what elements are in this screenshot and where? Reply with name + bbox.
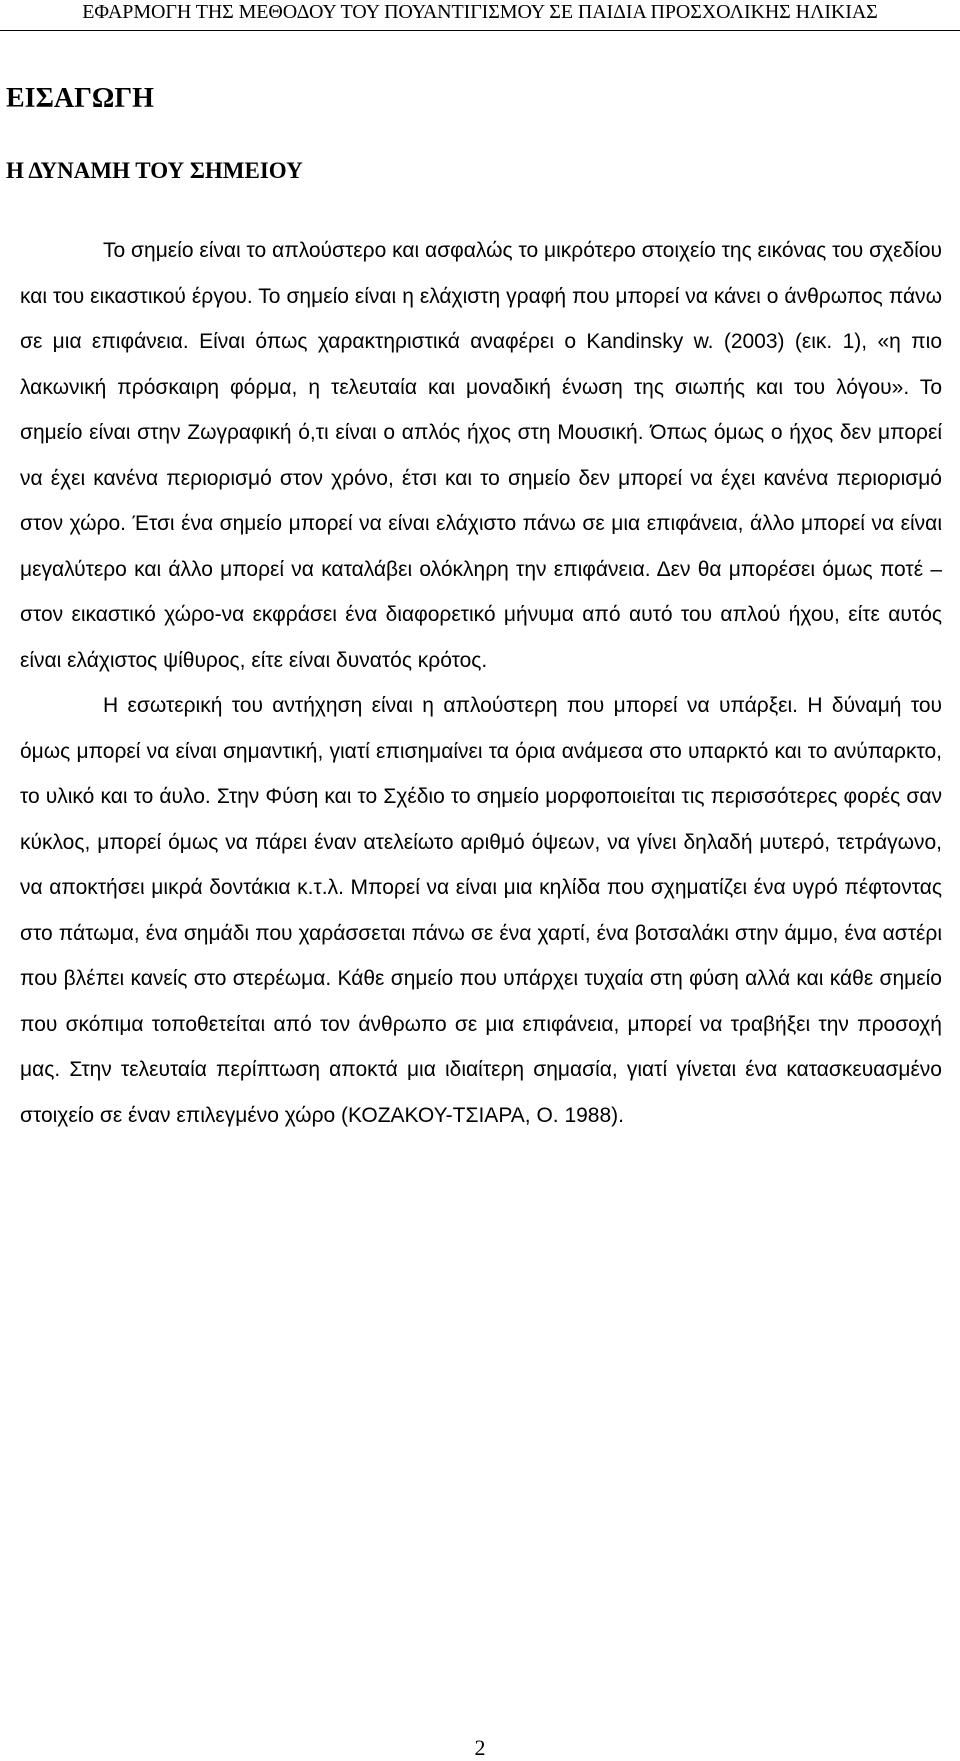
page-number: 2 (474, 1735, 486, 1760)
paragraph-2: Η εσωτερική του αντήχηση είναι η απλούστερη που μπορεί να υπάρξει. Η δύναμή του όμως μπορεί να είναι σημαντική, γιατί επισημαίνει τα όρια ανάμεσα στο υπαρκτό και το ανύπαρκτο, το υλικό και το άυλο. Στην Φύση και το Σχέδιο το σημείο μορφοποιείται τις περισσότερες φορές σαν κύκλος, μπορεί όμως να πάρει έναν ατελείωτο αριθμό όψεων, να γίνει δηλαδή μυτερό, τετράγωνο, να αποκτήσει μικρά δοντάκια κ.τ.λ. Μπορεί να είναι μια κηλίδα που σχηματίζει ένα υγρό πέφτοντας στο πάτωμα, ένα σημάδι που χαράσσεται πάνω σε ένα χαρτί, ένα βοτσαλάκι στην άμμο, ένα αστέρι που βλέπει κανείς στο στερέωμα. Κάθε σημείο που υπάρχει τυχαία στη φύση αλλά και κάθε σημείο που σκόπιμα τοποθετείται από τον άνθρωπο σε μια επιφάνεια, μπορεί να τραβήξει την προσοχή μας. Στην τελευταία περίπτωση αποκτά μια ιδιαίτερη σημασία, γιατί γίνεται ένα κατασκευασμένο στοιχείο σε έναν επιλεγμένο χώρο (ΚΟΖΑΚΟΥ-ΤΣΙΑΡΑ, Ο. 1988). (20, 694, 942, 1127)
body-text (20, 228, 942, 1138)
header-divider (0, 30, 960, 31)
paragraph-1: Το σημείο είναι το απλούστερο και ασφαλώς το μικρότερο στοιχείο της εικόνας του σχεδίου και του εικαστικού έργου. Το σημείο είναι η ελάχιστη γραφή που μπορεί να κάνει ο άνθρωπος πάνω σε μια επιφάνεια. Είναι όπως χαρακτηριστικά αναφέρει ο Kandinsky w. (2003) (εικ. 1), «η πιο λακωνική πρόσκαιρη φόρμα, η τελευταία και μοναδική ένωση της σιωπής και του λόγου». Το σημείο είναι στην Ζωγραφική ό,τι είναι ο απλός ήχος στη Μουσική. Όπως όμως ο ήχος δεν μπορεί να έχει κανένα περιορισμό στον χρόνο, έτσι και το σημείο δεν μπορεί να έχει κανένα περιορισμό στον χώρο. Έτσι ένα σημείο μπορεί να είναι ελάχιστο πάνω σε μια επιφάνεια, άλλο μπορεί να είναι μεγαλύτερο και άλλο μπορεί να καταλάβει ολόκληρη την επιφάνεια. Δεν θα μπορέσει όμως ποτέ – στον εικαστικό χώρο-να εκφράσει ένα διαφορετικό μήνυμα από αυτό του απλού ήχου, είτε αυτός είναι ελάχιστος ψίθυρος, είτε είναι δυνατός κρότος. (20, 239, 942, 672)
section-title: ΕΙΣΑΓΩΓΗ (6, 83, 154, 114)
section-subtitle: Η ΔΥΝΑΜΗ ΤΟΥ ΣΗΜΕΙΟΥ (6, 158, 303, 183)
running-header: ΕΦΑΡΜΟΓΗ ΤΗΣ ΜΕΘΟΔΟΥ ΤΟΥ ΠΟΥΑΝΤΙΓΙΣΜΟΥ ΣΕ ΠΑΙΔΙΑ ΠΡΟΣΧΟΛΙΚΗΣ ΗΛΙΚΙΑΣ (82, 1, 878, 23)
